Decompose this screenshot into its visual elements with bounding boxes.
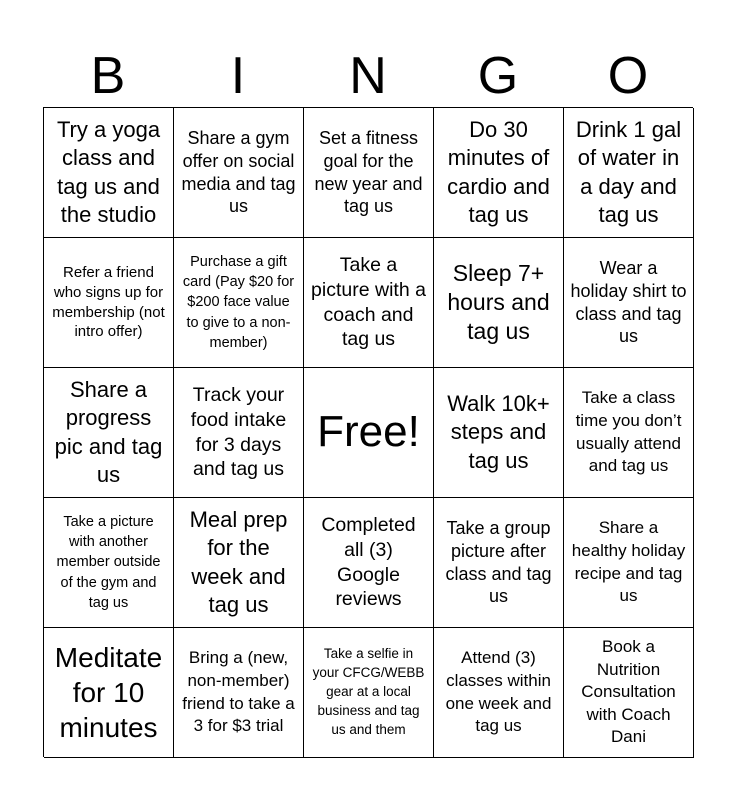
header-letter-i: I: [230, 47, 246, 105]
bingo-cell[interactable]: Sleep 7+ hours and tag us: [434, 238, 564, 368]
bingo-cell[interactable]: Take a picture with another member outside of the gym and tag us: [44, 498, 174, 628]
bingo-cell[interactable]: Try a yoga class and tag us and the studio: [44, 108, 174, 238]
bingo-cell[interactable]: Meal prep for the week and tag us: [174, 498, 304, 628]
bingo-cell[interactable]: Drink 1 gal of water in a day and tag us: [564, 108, 694, 238]
bingo-board: [43, 107, 693, 757]
bingo-cell[interactable]: Set a fitness goal for the new year and tag us: [304, 108, 434, 238]
bingo-cell[interactable]: Walk 10k+ steps and tag us: [434, 368, 564, 498]
bingo-cell[interactable]: Wear a holiday shirt to class and tag us: [564, 238, 694, 368]
bingo-cell[interactable]: Share a progress pic and tag us: [44, 368, 174, 498]
bingo-cell[interactable]: Bring a (new, non-member) friend to take a 3 for $3 trial: [174, 628, 304, 758]
bingo-cell[interactable]: Track your food intake for 3 days and tag us: [174, 368, 304, 498]
bingo-cell[interactable]: Take a group picture after class and tag us: [434, 498, 564, 628]
header-letter-b: B: [90, 47, 126, 105]
bingo-cell[interactable]: Refer a friend who signs up for membership (not intro offer): [44, 238, 174, 368]
bingo-cell[interactable]: Share a healthy holiday recipe and tag us: [564, 498, 694, 628]
free-space-cell[interactable]: Free!: [304, 368, 434, 498]
header-letter-n: N: [349, 47, 387, 105]
bingo-cell[interactable]: Share a gym offer on social media and tag us: [174, 108, 304, 238]
bingo-header: [43, 44, 693, 108]
bingo-cell[interactable]: Take a selfie in your CFCG/WEBB gear at a local business and tag us and them: [304, 628, 434, 758]
bingo-cell[interactable]: Completed all (3) Google reviews: [304, 498, 434, 628]
bingo-cell[interactable]: Book a Nutrition Consultation with Coach Dani: [564, 628, 694, 758]
bingo-cell[interactable]: Take a class time you don’t usually attend and tag us: [564, 368, 694, 498]
header-letter-o: O: [607, 47, 649, 105]
bingo-cell[interactable]: Meditate for 10 minutes: [44, 628, 174, 758]
header-letter-g: G: [477, 47, 519, 105]
bingo-cell[interactable]: Take a picture with a coach and tag us: [304, 238, 434, 368]
bingo-cell[interactable]: Do 30 minutes of cardio and tag us: [434, 108, 564, 238]
bingo-cell[interactable]: Attend (3) classes within one week and tag us: [434, 628, 564, 758]
bingo-cell[interactable]: Purchase a gift card (Pay $20 for $200 face value to give to a non-member): [174, 238, 304, 368]
